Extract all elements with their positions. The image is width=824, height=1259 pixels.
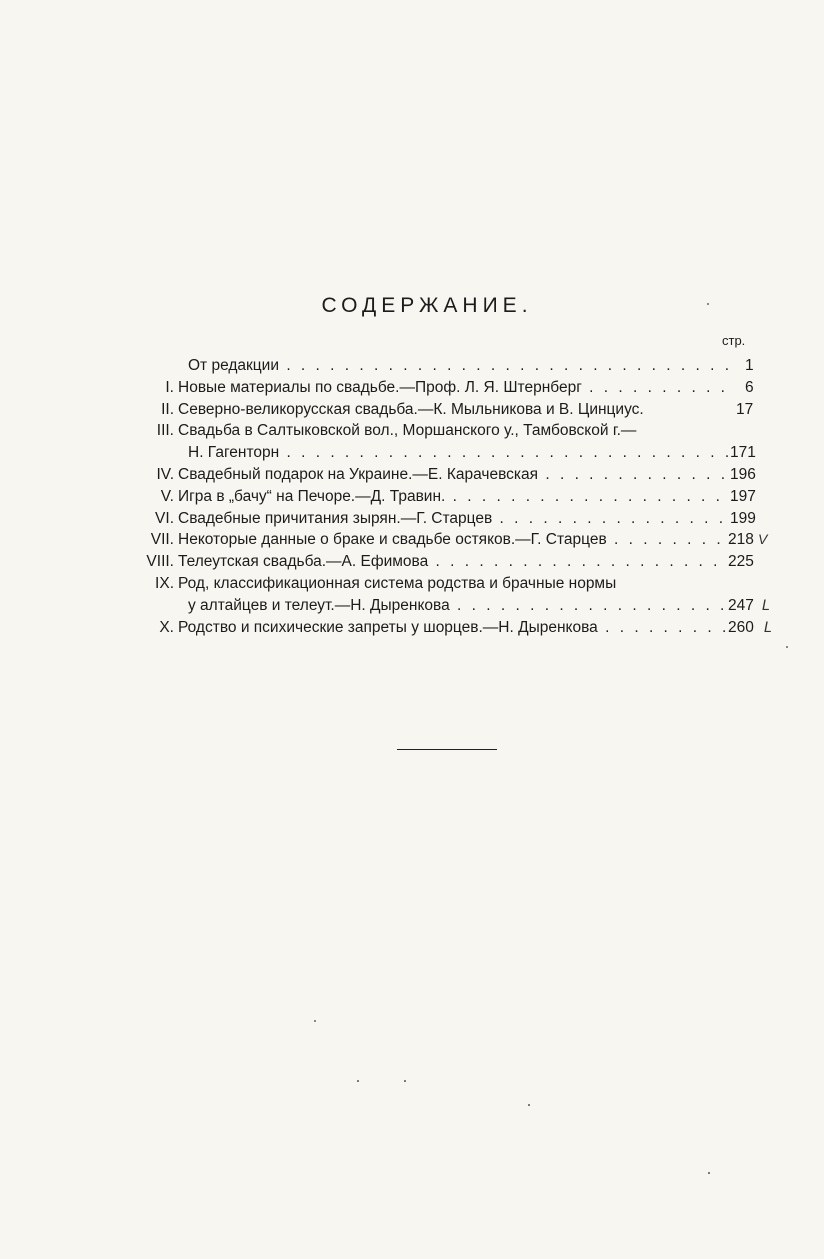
toc-numeral: V. [160, 487, 174, 505]
toc-page-number: 247 [728, 596, 754, 614]
paper-speck [404, 1080, 406, 1082]
table-of-contents [130, 355, 770, 638]
paper-speck [786, 646, 788, 648]
toc-numeral: VII. [150, 531, 174, 549]
toc-numeral: IV. [156, 465, 174, 483]
toc-entry-title: Род, классификационная система родства и брачные нормы [178, 574, 617, 592]
horizontal-divider [397, 749, 497, 750]
toc-entry-title: Свадебный подарок на Украине.—Е. Карачевская . . . [178, 464, 734, 486]
toc-numeral: IX. [155, 574, 174, 592]
toc-entry-author: у алтайцев и телеут.—Н. Дыренкова . . . [188, 595, 734, 617]
paper-speck [357, 1080, 359, 1082]
toc-entry-author: Н. Гагенторн . . . [188, 442, 734, 464]
toc-page-number: 6 [745, 378, 754, 396]
paper-speck [528, 1104, 530, 1106]
toc-numeral: X. [159, 618, 174, 636]
toc-entry [130, 464, 770, 486]
toc-numeral: I. [165, 378, 174, 396]
handwritten-check-mark: ᒪ [764, 618, 772, 635]
toc-entry [130, 486, 770, 508]
toc-entry-title: Некоторые данные о браке и свадьбе остяков.—Г. Старцев . . . [178, 529, 734, 551]
handwritten-check-mark: V [758, 531, 768, 548]
toc-entry [130, 551, 770, 573]
toc-entry-title: Новые материалы по свадьбе.—Проф. Л. Я. Штернберг . . . [178, 377, 734, 399]
toc-page-number: 1 [745, 357, 754, 374]
toc-entry-title: Телеутская свадьба.—А. Ефимова . . . [178, 551, 734, 573]
toc-numeral: VI. [155, 509, 174, 527]
toc-numeral: III. [156, 422, 174, 440]
toc-entry [130, 529, 770, 551]
toc-entry [130, 420, 770, 442]
toc-entry-title: Родство и психические запреты у шорцев.—Н. Дыренкова . . . [178, 617, 734, 639]
toc-page-number: 260 [728, 618, 754, 636]
toc-entry [130, 377, 770, 399]
toc-entry-title: Северно-великорусская свадьба.—К. Мыльникова и В. Цинциус. [178, 400, 644, 418]
toc-entry [130, 573, 770, 595]
toc-entry-continuation [130, 595, 770, 617]
handwritten-check-mark: ᒪ [762, 596, 770, 613]
toc-entry [130, 355, 770, 377]
page-title: СОДЕРЖАНИЕ. [321, 294, 533, 317]
toc-page-number: 225 [728, 553, 754, 571]
paper-speck [708, 1172, 710, 1174]
toc-entry-title: Свадьба в Салтыковской вол., Моршанского у., Тамбовской г.— [178, 422, 637, 440]
paper-speck [314, 1020, 316, 1022]
toc-page-number: 218 [728, 531, 754, 549]
toc-entry-title: От редакции . . . [188, 355, 734, 377]
toc-entry-title: Свадебные причитания зырян.—Г. Старцев . . . [178, 508, 734, 530]
toc-page-number: 171 [730, 444, 756, 462]
toc-numeral: II. [161, 400, 174, 418]
toc-page-number: 199 [730, 509, 756, 527]
toc-page-number: 196 [730, 465, 756, 483]
toc-entry-title: Игра в „бачу“ на Печоре.—Д. Травин. . . . [178, 486, 734, 508]
toc-entry-continuation [130, 442, 770, 464]
toc-page-number: 17 [736, 400, 754, 418]
toc-numeral: VIII. [146, 553, 174, 571]
toc-entry [130, 617, 770, 639]
toc-entry [130, 399, 770, 421]
page-column-label: стр. [722, 333, 746, 348]
paper-speck [707, 303, 709, 305]
toc-entry [130, 508, 770, 530]
toc-page-number: 197 [730, 487, 756, 505]
